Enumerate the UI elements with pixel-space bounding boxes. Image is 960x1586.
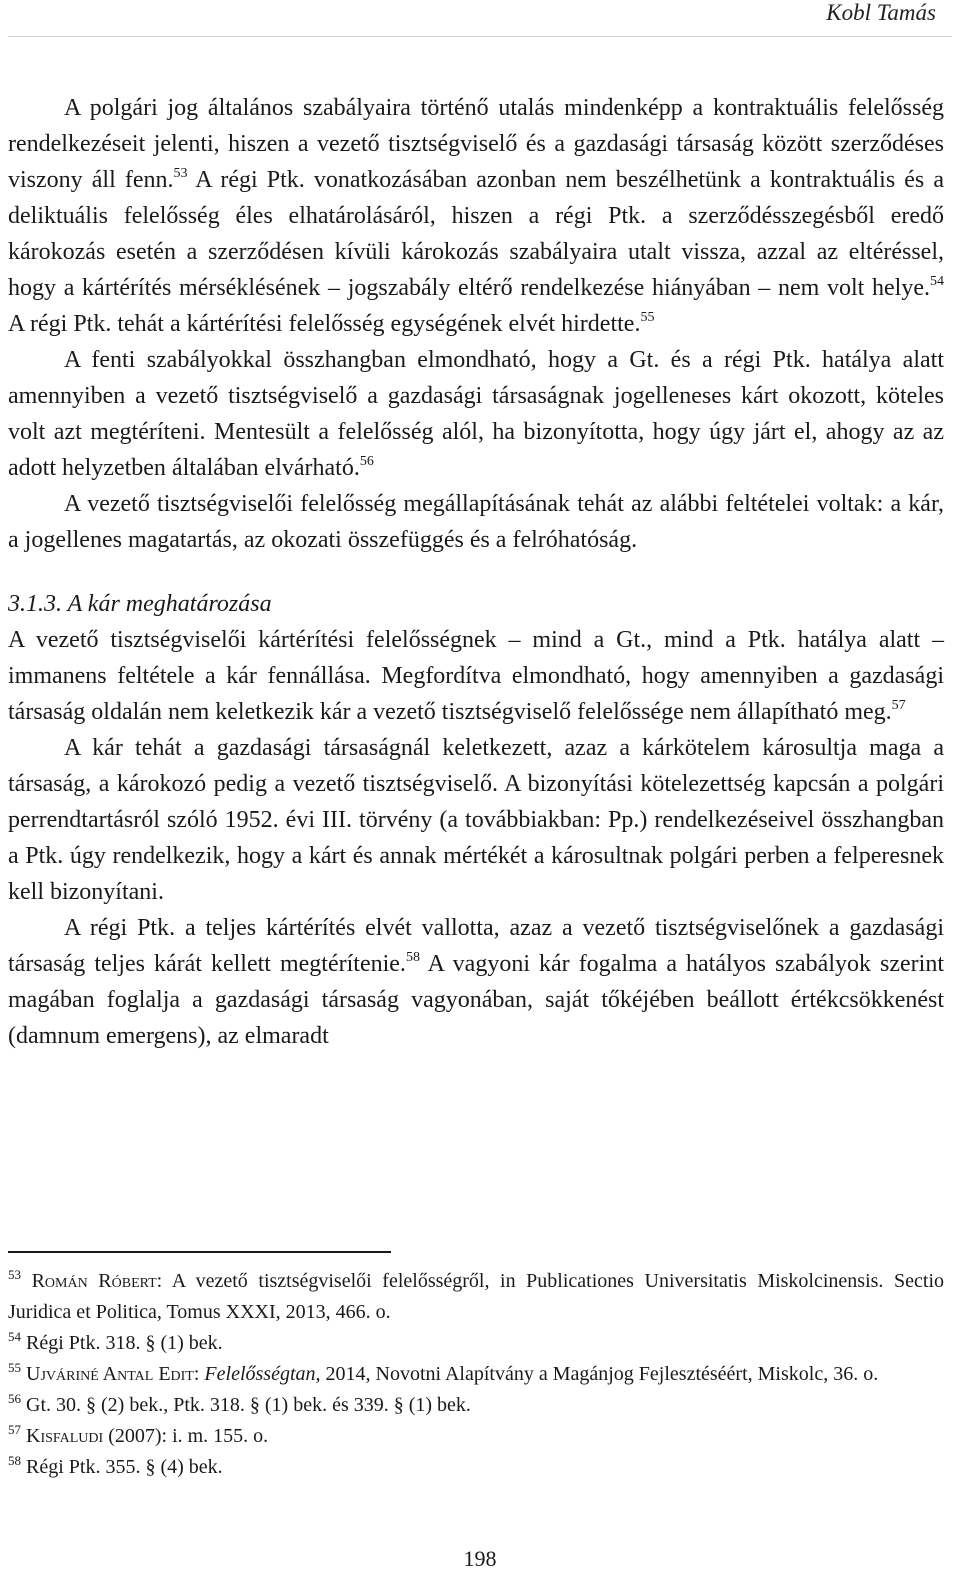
footnote-text: : A vezető tisztségviselői felelősségről, in Publicationes Universitatis Miskolcinensis. Sectio Juridica et Politica, Tomus XXXI, 2013, 466. o. <box>8 1270 944 1323</box>
paragraph-5: A kár tehát a gazdasági társaságnál keletkezett, azaz a kárkötelem károsultja maga a társaság, a károkozó pedig a vezető tisztségviselő. A bizonyítási kötelezettség kapcsán a polgári perrendtartásról szóló 1952. évi III. törvény (a továbbiakban: Pp.) rendelkezéseivel összhangban a Ptk. úgy rendelkezik, hogy a kárt és annak mértékét a károsultnak polgári perben a felperesnek kell bizonyítani. <box>8 735 944 905</box>
paragraph-1-text-c: A régi Ptk. tehát a kártérítési felelősség egységének elvét hirdette. <box>8 311 641 337</box>
paragraph-6-text-a: A régi Ptk. a teljes kártérítés elvét vallotta, azaz a vezető tisztségviselőnek a gazdasági társaság teljes kárát kellett megtérítenie. <box>8 915 944 977</box>
footnote-ref-57: 57 <box>891 698 906 713</box>
paragraph-1-text-a: A polgári jog általános szabályaira történő utalás mindenképp a kontraktuális felelősség rendelkezéseit jelenti, hiszen a vezető tisztségviselő és a gazdasági társaság között szerződéses viszony áll fenn. <box>8 95 944 193</box>
footnote-number: 57 <box>8 1422 21 1437</box>
footnote-number: 56 <box>8 1391 21 1406</box>
paragraph-4 <box>8 622 944 730</box>
section-heading: 3.1.3. A kár meghatározása <box>8 591 272 617</box>
footnote-author: Kisfaludi <box>26 1425 104 1447</box>
footnote-colon: : <box>193 1363 205 1385</box>
footnote-title: Felelősségtan, <box>204 1363 321 1385</box>
paragraph-1 <box>8 90 944 342</box>
footnote-ref-58: 58 <box>405 950 420 965</box>
footnote-56 <box>8 1390 944 1421</box>
footnote-text: Gt. 30. § (2) bek., Ptk. 318. § (1) bek. és 339. § (1) bek. <box>21 1394 471 1416</box>
paragraph-6 <box>8 910 944 1054</box>
paragraph-6-text-b: A vagyoni kár fogalma a hatályos szabályok szerint magában foglalja a gazdasági társaság vagyonában, saját tőkéjében beállott értékcsökkenést (damnum emergens), az elmaradt <box>8 951 944 1049</box>
footnote-ref-54: 54 <box>930 274 944 289</box>
footnote-58 <box>8 1452 944 1483</box>
footnote-53 <box>8 1266 944 1328</box>
running-head: Kobl Tamás <box>826 0 936 25</box>
footnote-ref-55: 55 <box>640 310 655 325</box>
footnotes <box>8 1266 944 1483</box>
footnote-ref-56: 56 <box>359 454 374 469</box>
paragraph-2 <box>8 342 944 486</box>
footnote-number: 58 <box>8 1453 21 1468</box>
footnote-number: 55 <box>8 1360 21 1375</box>
footnote-author: Ujváriné Antal Edit <box>26 1363 194 1385</box>
footnote-57 <box>8 1421 944 1452</box>
footnote-text: Régi Ptk. 355. § (4) bek. <box>21 1456 223 1478</box>
footnote-text: 2014, Novotni Alapítvány a Magánjog Fejlesztéséért, Miskolc, 36. o. <box>320 1363 879 1385</box>
paragraph-4-text: A vezető tisztségviselői kártérítési felelősségnek – mind a Gt., mind a Ptk. hatálya alatt – immanens feltétele a kár fennállása. Megfordítva elmondható, hogy amennyiben a gazdasági társaság oldalán nem keletkezik kár a vezető tisztségviselő felelőssége nem állapítható meg. <box>8 627 944 725</box>
paragraph-2-text: A fenti szabályokkal összhangban elmondható, hogy a Gt. és a régi Ptk. hatálya alatt amennyiben a vezető tisztségviselő a gazdasági társaságnak jogelleneses kárt okozott, köteles volt azt megtéríteni. Mentesült a felelősség alól, ha bizonyította, hogy úgy járt el, ahogy az az adott helyzetben általában elvárható. <box>8 347 944 481</box>
footnote-author: Román Róbert <box>31 1270 157 1292</box>
footnote-separator <box>8 1251 391 1253</box>
paragraph-1-text-b: A régi Ptk. vonatkozásában azonban nem beszélhetünk a kontraktuális és a deliktuális felelősség éles elhatárolásáról, hiszen a régi Ptk. a szerződésszegésből eredő károkozás esetén a szerződésen kívüli károkozás szabályaira utalt vissza, azzal az eltéréssel, hogy a kártérítés mérséklésének – jogszabály eltérő rendelkezése hiányában – nem volt helye. <box>8 167 945 301</box>
footnote-text: Régi Ptk. 318. § (1) bek. <box>21 1332 223 1354</box>
footnote-number: 54 <box>8 1329 21 1344</box>
footnote-text: (2007): i. m. 155. o. <box>103 1425 269 1447</box>
footnote-ref-53: 53 <box>173 166 188 181</box>
header-rule <box>8 36 952 37</box>
footnote-55 <box>8 1359 944 1390</box>
paragraph-3: A vezető tisztségviselői felelősség megállapításának tehát az alábbi feltételei voltak: a kár, a jogellenes magatartás, az okozati összefüggés és a felróhatóság. <box>8 491 944 553</box>
footnote-number: 53 <box>8 1267 21 1282</box>
footnote-54 <box>8 1328 944 1359</box>
page-number: 198 <box>463 1546 497 1571</box>
body-text <box>8 90 944 1054</box>
